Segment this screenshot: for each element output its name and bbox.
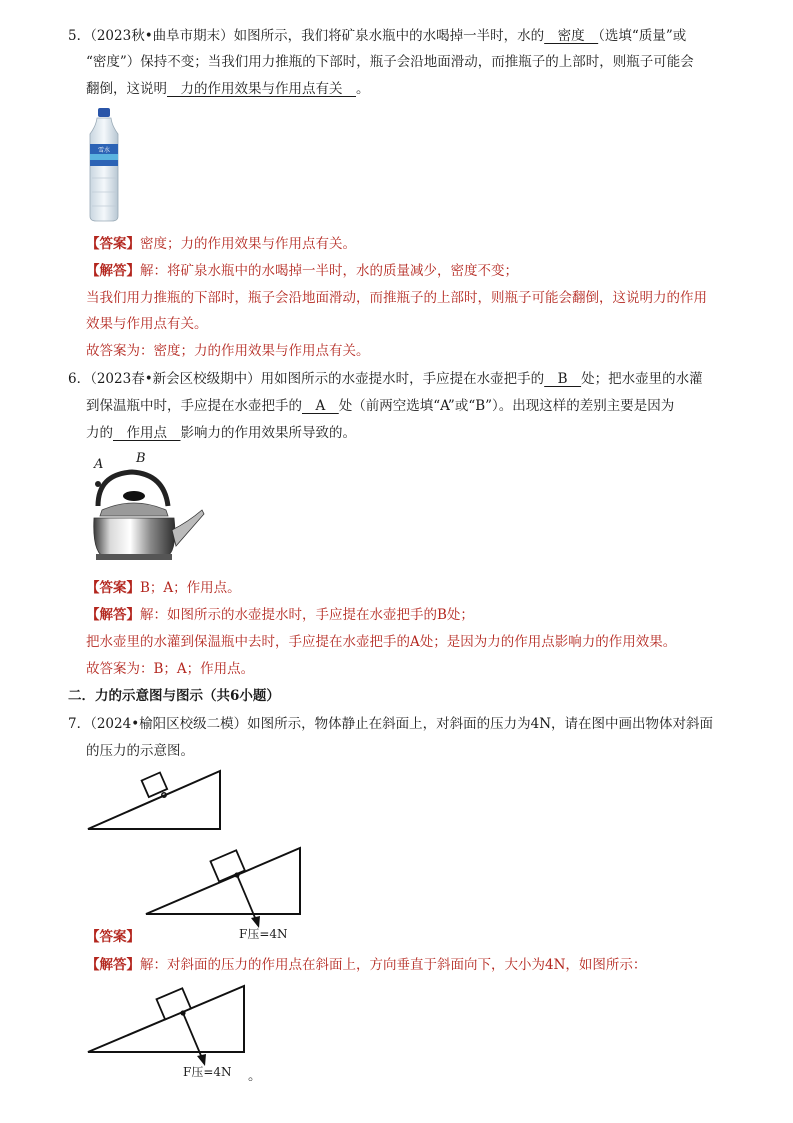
q6-line2: [86, 396, 674, 416]
q5-text: 。: [356, 81, 370, 97]
q6-answer: [86, 578, 241, 598]
solution-text: 解：对斜面的压力的作用点在斜面上，方向垂直于斜面向下，大小为4N，如图所示：: [140, 957, 647, 973]
q6-text: 到保温瓶中时，手应提在水壶把手的: [86, 398, 302, 414]
q5-line3: [86, 79, 370, 99]
q6-line1: [68, 369, 703, 389]
q5-solution-3: 效果与作用点有关。: [86, 316, 208, 332]
handle-label-a: A: [94, 457, 104, 472]
q5-text: 5．（2023秋•曲阜市期末）如图所示，我们将矿泉水瓶中的水喝掉一半时，水的: [68, 28, 545, 44]
q7-answer: [86, 927, 140, 947]
q5-text: 翻倒，这说明: [86, 81, 167, 97]
solution-text: 解：将矿泉水瓶中的水喝掉一半时，水的质量减少，密度不变；: [140, 263, 518, 279]
answer-text: 密度；力的作用效果与作用点有关。: [140, 236, 356, 252]
solution-text: 解：如图所示的水壶提水时，手应提在水壶把手的B处；: [140, 607, 474, 623]
q6-text: 力的: [86, 425, 113, 441]
incline-figure-question: [86, 766, 226, 832]
q5-blank-1: 密度: [544, 28, 599, 44]
q6-solution-1: [86, 605, 474, 625]
q7-line1: 7．（2024•榆阳区校级二模）如图所示，物体静止在斜面上，对斜面的压力为4N，请在图中画出物体对斜面: [68, 716, 714, 732]
handle-label-b: B: [136, 451, 146, 466]
q5-line1: [68, 26, 686, 46]
q6-solution-3: 故答案为：B；A；作用点。: [86, 661, 255, 677]
force-label-answer: F压=4N: [239, 927, 288, 941]
end-mark: 。: [248, 1068, 262, 1084]
q6-line3: [86, 423, 356, 443]
q6-blank-1: B: [544, 371, 582, 387]
q7-line2: 的压力的示意图。: [86, 743, 194, 759]
bottle-label: 雪水: [97, 147, 111, 154]
q6-blank-2: A: [302, 398, 339, 414]
q5-blank-2: 力的作用效果与作用点有关: [167, 81, 356, 97]
q5-line2: “密度”）保持不变；当我们用力推瓶的下部时，瓶子会沿地面滑动，而推瓶子的上部时，则瓶子可能会: [86, 54, 694, 70]
kettle-image: [84, 450, 208, 566]
q6-text: 6．（2023春•新会区校级期中）用如图所示的水壶提水时，手应提在水壶把手的: [68, 371, 545, 387]
q5-text: （选填“质量”或: [598, 28, 687, 44]
section-title: 二．力的示意图与图示（共6小题）: [68, 688, 280, 704]
solution-tag: 【解答】: [86, 607, 140, 623]
q6-text: 处（前两空选填“A”或“B”）。出现这样的差别主要是因为: [338, 398, 675, 414]
answer-tag: 【答案】: [86, 236, 140, 252]
q7-solution-1: [86, 955, 646, 975]
q6-text: 影响力的作用效果所导致的。: [180, 425, 356, 441]
q6-text: 处；把水壶里的水灌: [581, 371, 703, 387]
answer-text: B；A；作用点。: [140, 580, 241, 596]
water-bottle-image: [84, 108, 124, 222]
solution-tag: 【解答】: [86, 957, 140, 973]
q5-solution-1: [86, 261, 518, 281]
solution-tag: 【解答】: [86, 263, 140, 279]
q5-solution-2: 当我们用力推瓶的下部时，瓶子会沿地面滑动，而推瓶子的上部时，则瓶子可能会翻倒，这说明力的作用: [86, 290, 707, 306]
incline-figure-solution: [86, 984, 248, 1074]
answer-tag: 【答案】: [86, 580, 140, 596]
q6-blank-3: 作用点: [113, 425, 181, 441]
answer-tag: 【答案】: [86, 929, 140, 945]
q5-answer: [86, 234, 356, 254]
force-label-solution: F压=4N: [183, 1065, 232, 1079]
q6-solution-2: 把水壶里的水灌到保温瓶中去时，手应提在水壶把手的A处；是因为力的作用点影响力的作用效果。: [86, 634, 677, 650]
q5-solution-4: 故答案为：密度；力的作用效果与作用点有关。: [86, 343, 370, 359]
